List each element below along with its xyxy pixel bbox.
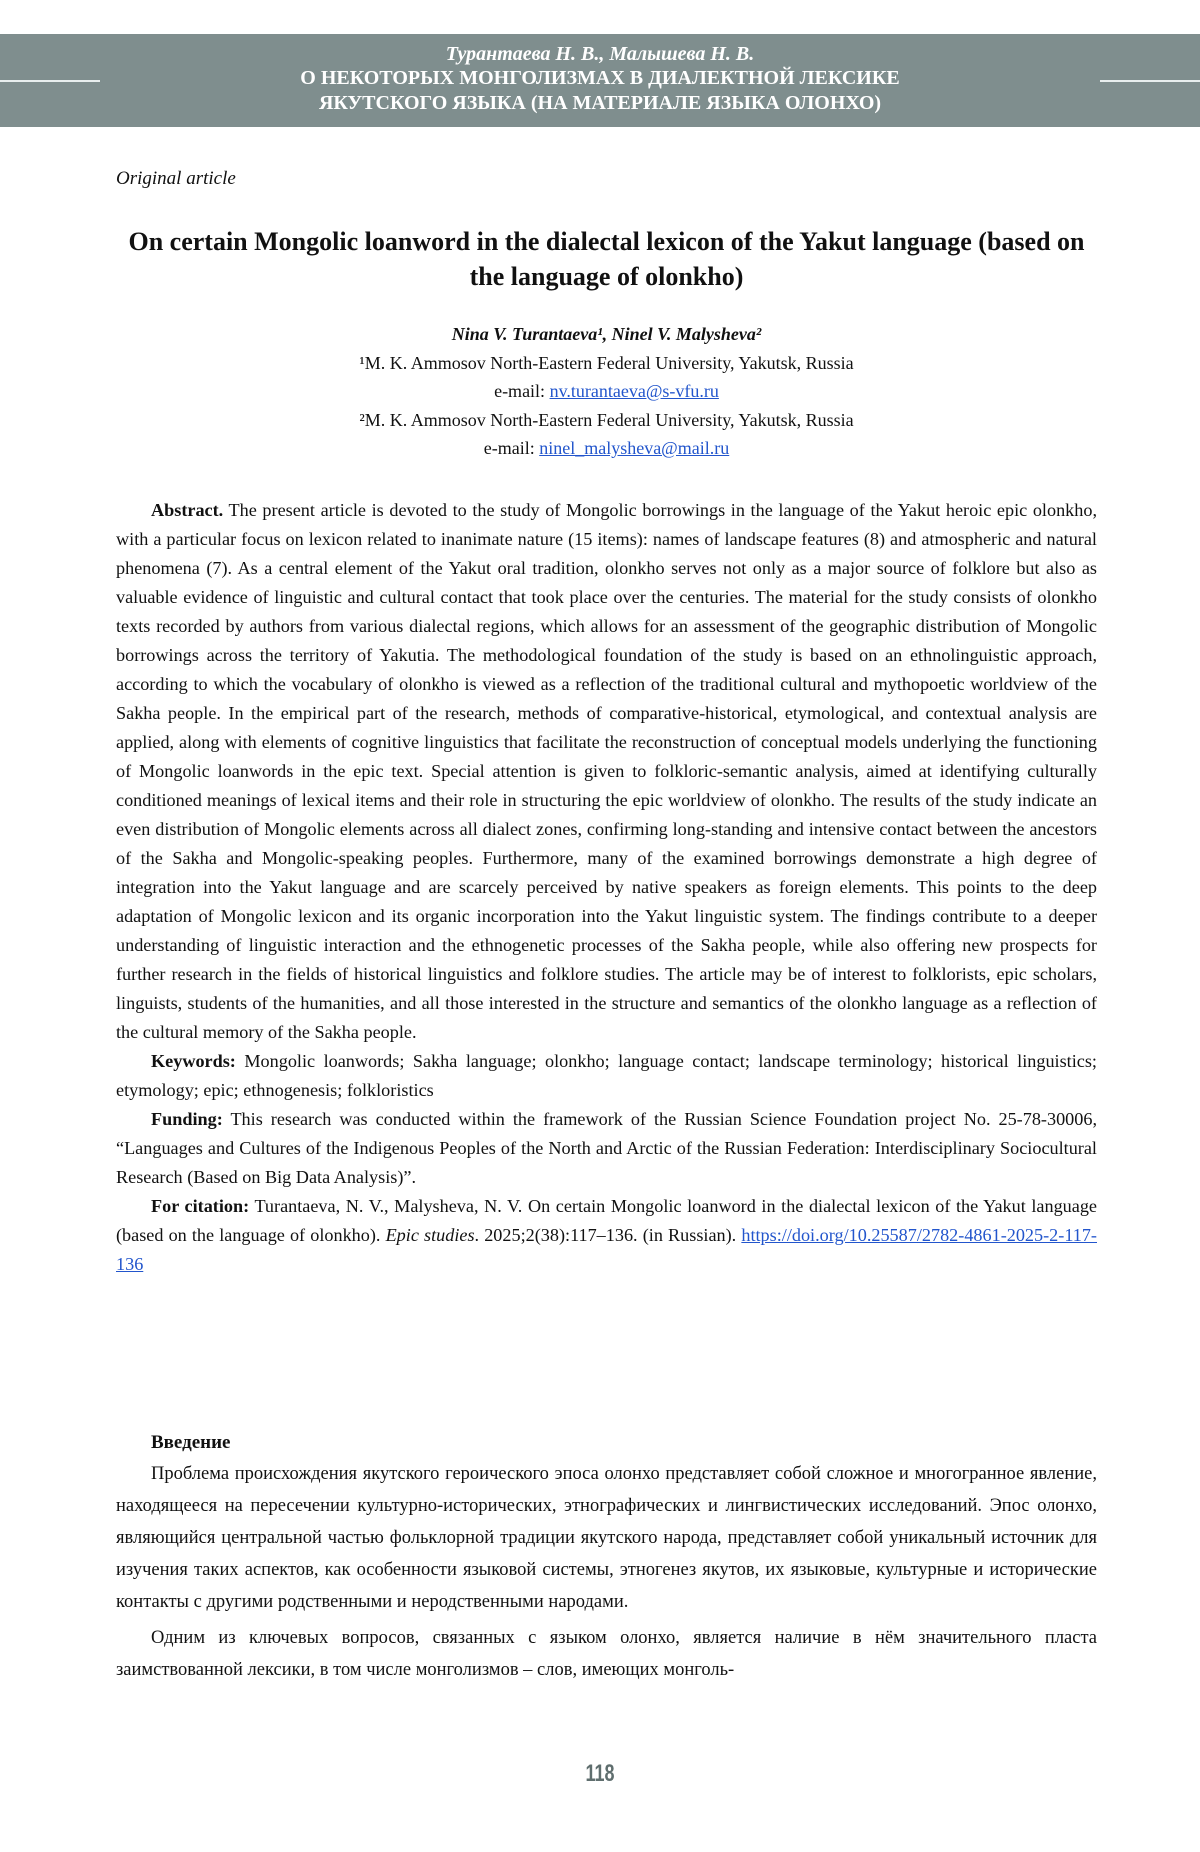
running-header bbox=[0, 34, 1200, 127]
intro-paragraph-2: Одним из ключевых вопросов, связанных с языком олонхо, является наличие в нём значительного пласта заимствованной лексики, в том числе монголизмов – слов, имеющих монголь- bbox=[116, 1628, 1097, 1680]
abstract bbox=[116, 496, 1097, 1047]
citation-details: . 2025;2(38):117–136. (in Russian). bbox=[474, 1225, 742, 1245]
abstract-text: The present article is devoted to the study of Mongolic borrowings in the language of the Yakut heroic epic olonkho, with a particular focus on lexicon related to inanimate nature (15 items): names of landscape features (8) and atmospheric and natural phenomena (7). As a central element of the Yakut oral tradition, olonkho serves not only as a major source of folklore but also as valuable evidence of linguistic and cultural contact that took place over the centuries. The material for the study consists of olonkho texts recorded by authors from various dialectal regions, which allows for an assessment of the geographic distribution of Mongolic borrowings across the territory of Yakutia. The methodological foundation of the study is based on an ethnolinguistic approach, according to which the vocabulary of olonkho is viewed as a reflection of the traditional cultural and mythopoetic worldview of the Sakha people. In the empirical part of the research, methods of comparative-historical, etymological, and contextual analysis are applied, along with elements of cognitive linguistics that facilitate the reconstruction of conceptual models underlying the functioning of Mongolic loanwords in the epic text. Special attention is given to folkloric-semantic analysis, aimed at identifying culturally conditioned meanings of lexical items and their role in structuring the epic worldview of olonkho. The results of the study indicate an even distribution of Mongolic elements across all dialect zones, confirming long-standing and intensive contact between the ancestors of the Sakha and Mongolic-speaking peoples. Furthermore, many of the examined borrowings demonstrate a high degree of integration into the Yakut language and are scarcely perceived by native speakers as foreign elements. This points to the deep adaptation of Mongolic lexicon and its organic incorporation into the Yakut linguistic system. The findings contribute to a deeper understanding of linguistic interaction and the ethnogenetic processes of the Sakha people, while also offering new prospects for further research in the fields of historical linguistics and folklore studies. The article may be of interest to folklorists, epic scholars, linguists, students of the humanities, and all those interested in the structure and semantics of the olonkho language as a reflection of the cultural memory of the Sakha people. bbox=[116, 500, 1097, 1042]
doi-link[interactable]: https://doi.org/10.25587/2782-4861-2025-2-117-136 bbox=[116, 1225, 1097, 1274]
funding bbox=[116, 1105, 1097, 1192]
header-rule-right bbox=[1100, 80, 1200, 82]
abstract-section bbox=[116, 496, 1097, 1279]
citation-journal: Epic studies bbox=[385, 1225, 475, 1245]
header-rule-left bbox=[0, 80, 100, 82]
affiliation-1: ¹M. K. Ammosov North-Eastern Federal University, Yakutsk, Russia bbox=[359, 352, 854, 373]
header-title-line1: О НЕКОТОРЫХ МОНГОЛИЗМАХ В ДИАЛЕКТНОЙ ЛЕКСИКЕ bbox=[300, 67, 900, 89]
email-link-2[interactable]: ninel_malysheva@mail.ru bbox=[539, 438, 730, 458]
keywords bbox=[116, 1047, 1097, 1105]
email-line-1 bbox=[116, 377, 1097, 406]
article-type: Original article bbox=[116, 168, 236, 189]
citation bbox=[116, 1192, 1097, 1279]
citation-label: For citation: bbox=[151, 1196, 250, 1216]
abstract-label: Abstract. bbox=[151, 500, 224, 520]
intro-heading: Введение bbox=[151, 1432, 231, 1453]
funding-text: This research was conducted within the framework of the Russian Science Foundation project No. 25-78-30006, “Languages and Cultures of the Indigenous Peoples of the North and Arctic of the Russian Federation: Interdisciplinary Sociocultural Research (Based on Big Data Analysis)”. bbox=[116, 1109, 1097, 1187]
funding-label: Funding: bbox=[151, 1109, 223, 1129]
page-number: 118 bbox=[585, 1760, 615, 1787]
email-label: e-mail: bbox=[494, 381, 550, 401]
email-label: e-mail: bbox=[483, 438, 540, 458]
author-names: Nina V. Turantaeva¹, Ninel V. Malysheva² bbox=[451, 324, 762, 344]
header-title-line2: ЯКУТСКОГО ЯЗЫКА (НА МАТЕРИАЛЕ ЯЗЫКА ОЛОНХО) bbox=[318, 92, 882, 114]
keywords-text: Mongolic loanwords; Sakha language; olonkho; language contact; landscape terminology; historical linguistics; etymology; epic; ethnogenesis; folkloristics bbox=[116, 1051, 1097, 1100]
email-line-2 bbox=[116, 434, 1097, 463]
citation-text: Turantaeva, N. V., Malysheva, N. V. On certain Mongolic loanword in the dialectal lexicon of the Yakut language (based on the language of olonkho). bbox=[116, 1196, 1097, 1245]
intro-paragraph-1: Проблема происхождения якутского героического эпоса олонхо представляет собой сложное и многогранное явление, находящееся на пересечении культурно-исторических, этнографических и лингвистических исследований. Эпос олонхо, являющийся центральной частью фольклорной традиции якутского народа, представляет собой уникальный источник для изучения таких аспектов, как особенности языковой системы, этногенез якутов, их языковые, культурные и исторические контакты с другими родственными и неродственными народами. bbox=[116, 1464, 1097, 1612]
email-link-1[interactable]: nv.turantaeva@s-vfu.ru bbox=[549, 381, 719, 401]
author-block bbox=[116, 320, 1097, 463]
article-title: On certain Mongolic loanword in the dialectal lexicon of the Yakut language (based on the language of olonkho) bbox=[128, 227, 1085, 291]
affiliation-2: ²M. K. Ammosov North-Eastern Federal University, Yakutsk, Russia bbox=[359, 409, 854, 430]
header-authors: Турантаева Н. В., Малышева Н. В. bbox=[445, 43, 755, 65]
introduction-section bbox=[116, 1428, 1097, 1686]
keywords-label: Keywords: bbox=[151, 1051, 236, 1071]
